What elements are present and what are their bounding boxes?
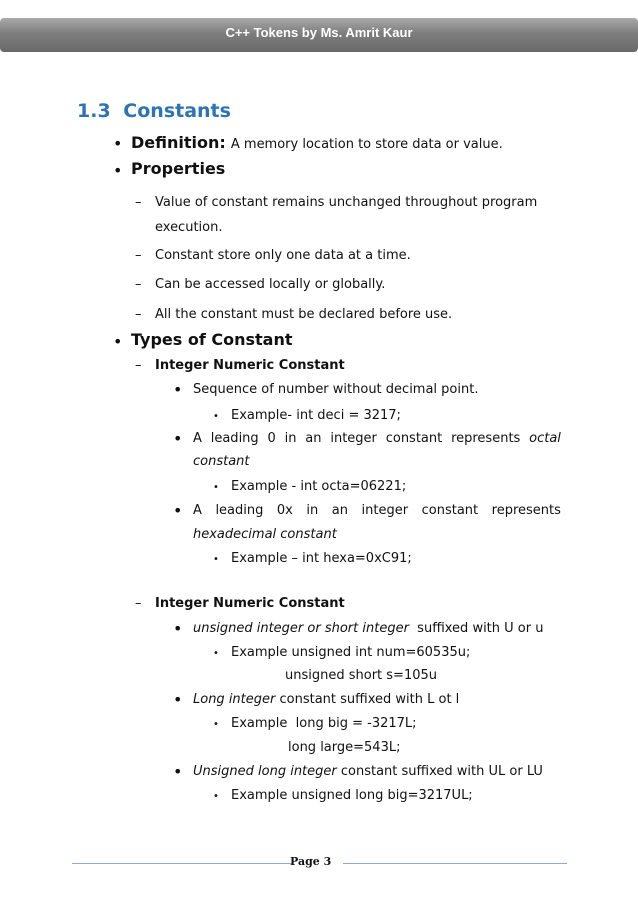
group1-example1: Example- int deci = 3217;	[231, 408, 401, 423]
sub-bullet: •	[213, 411, 219, 422]
property-item: execution.	[155, 220, 223, 235]
sub-bullet: •	[213, 719, 219, 730]
sub-bullet: •	[213, 648, 219, 659]
word: integer	[361, 503, 409, 518]
italic-term: unsigned integer or short integer	[193, 621, 409, 636]
bullet-dot: •	[173, 501, 183, 520]
group1-point1: Sequence of number without decimal point.	[193, 382, 479, 397]
section-title	[77, 100, 231, 122]
group1-point2-line1	[193, 431, 561, 446]
word: leading	[215, 503, 264, 518]
plain-text: suffixed with U or u	[408, 621, 544, 636]
bullet-dot: •	[173, 619, 183, 638]
group2-example3: Example unsigned long big=3217UL;	[231, 788, 473, 803]
dash-marker: –	[135, 358, 142, 373]
dash-marker: –	[135, 277, 142, 292]
word: constant	[385, 431, 443, 446]
word: 0x	[276, 503, 293, 518]
group-label: Integer Numeric Constant	[155, 596, 345, 611]
word: an	[305, 431, 322, 446]
dash-marker: –	[135, 195, 142, 210]
word-italic: octal	[529, 431, 561, 446]
group2-example2: Example long big = -3217L;	[231, 716, 417, 731]
footer-rule-right	[343, 863, 567, 864]
bullet-dot: •	[113, 161, 123, 180]
group-label: Integer Numeric Constant	[155, 358, 345, 373]
group2-example1b: unsigned short s=105u	[285, 668, 437, 683]
dash-marker: –	[135, 307, 142, 322]
bullet-dot: •	[113, 134, 123, 153]
group2-point2	[193, 692, 459, 707]
sub-bullet: •	[213, 482, 219, 493]
definition-label: Definition:	[131, 133, 226, 152]
word: in	[284, 431, 297, 446]
word: leading	[210, 431, 259, 446]
group2-example1: Example unsigned int num=60535u;	[231, 645, 471, 660]
word: A	[193, 431, 202, 446]
group2-example2b: long large=543L;	[288, 740, 401, 755]
types-label: Types of Constant	[131, 330, 293, 349]
group1-point3-line1	[193, 503, 561, 518]
plain-text: constant suffixed with UL or LU	[336, 764, 543, 779]
section-heading: Constants	[123, 100, 231, 122]
bullet-dot: •	[173, 429, 183, 448]
bullet-dot: •	[173, 380, 183, 399]
bullet-dot: •	[173, 690, 183, 709]
header-title: C++ Tokens by Ms. Amrit Kaur	[225, 25, 413, 40]
definition-line	[131, 133, 503, 152]
sub-bullet: •	[213, 554, 219, 565]
property-item: Can be accessed locally or globally.	[155, 277, 386, 292]
word: 0	[267, 431, 276, 446]
group1-example2: Example - int octa=06221;	[231, 479, 407, 494]
bullet-dot: •	[113, 332, 123, 351]
word: represents	[451, 431, 521, 446]
property-item: Constant store only one data at a time.	[155, 248, 411, 263]
word: constant	[421, 503, 479, 518]
definition-text: A memory location to store data or value.	[230, 137, 503, 152]
italic-term: Unsigned long integer	[193, 764, 337, 779]
property-item: Value of constant remains unchanged throughout program	[155, 195, 538, 210]
word: integer	[330, 431, 377, 446]
group1-point2-line2: constant	[193, 454, 250, 469]
footer-rule-left	[72, 863, 292, 864]
group1-point3-line2: hexadecimal constant	[193, 527, 337, 542]
word: represents	[491, 503, 561, 518]
plain-text: constant suffixed with L ot l	[275, 692, 460, 707]
group2-point3	[193, 764, 543, 779]
italic-term: Long integer	[193, 692, 276, 707]
word: A	[193, 503, 202, 518]
group1-example3: Example – int hexa=0xC91;	[231, 551, 412, 566]
sub-bullet: •	[213, 791, 219, 802]
dash-marker: –	[135, 596, 142, 611]
page-number: Page 3	[290, 855, 332, 868]
property-item: All the constant must be declared before use.	[155, 307, 453, 322]
word: an	[331, 503, 349, 518]
properties-label: Properties	[131, 159, 226, 178]
group2-point1	[193, 621, 543, 636]
section-number: 1.3	[77, 100, 111, 122]
word: in	[306, 503, 319, 518]
dash-marker: –	[135, 248, 142, 263]
bullet-dot: •	[173, 762, 183, 781]
